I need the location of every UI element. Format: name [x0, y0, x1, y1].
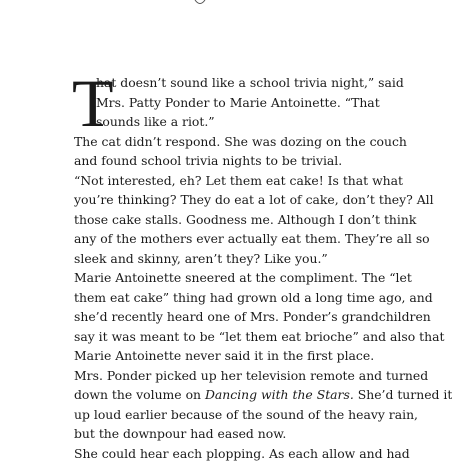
paragraph-1	[74, 73, 354, 132]
text-line: those cake stalls. Goodness me. Although I don’t think	[74, 210, 354, 230]
show-title: Dancing with the Stars.	[205, 387, 354, 402]
text-line: Marie Antoinette sneered at the compliment. The “let	[74, 268, 354, 288]
text-line: but the downpour had eased now.	[74, 424, 354, 444]
text-line: Marie Antoinette never said it in the first place.	[74, 346, 354, 366]
text-line: any of the mothers ever actually eat them. They’re all so	[74, 229, 354, 249]
text-fragment: down the volume on	[74, 387, 205, 402]
paragraph-3	[74, 171, 354, 269]
text-line-partial: She could hear each plopping. As each allow and had	[74, 444, 354, 463]
paragraph-2	[74, 132, 354, 171]
text-line: up loud earlier because of the sound of the heavy rain,	[74, 405, 354, 425]
text-line: she’d recently heard one of Mrs. Ponder’s grandchildren	[74, 307, 354, 327]
paragraph-6	[74, 444, 354, 463]
text-fragment: She’d turned it	[354, 387, 452, 402]
text-line: “Not interested, eh? Let them eat cake! Is that what	[74, 171, 354, 191]
paragraph-5	[74, 366, 354, 444]
text-line: Mrs. Ponder picked up her television remote and turned	[74, 366, 354, 386]
paragraph-4	[74, 268, 354, 366]
text-line: sounds like a riot.”	[96, 112, 215, 132]
text-line: say it was meant to be “let them eat brioche” and also that	[74, 327, 354, 347]
text-line: you’re thinking? They do eat a lot of cake, don’t they? All	[74, 190, 354, 210]
text-line: sleek and skinny, aren’t they? Like you.”	[74, 249, 354, 269]
page-ornament-icon	[194, 0, 206, 6]
drop-cap: T	[72, 75, 114, 131]
body-text	[74, 73, 354, 463]
text-line: hat doesn’t sound like a school trivia night,” said	[96, 73, 404, 93]
text-line: them eat cake” thing had grown old a long time ago, and	[74, 288, 354, 308]
text-line: and found school trivia nights to be trivial.	[74, 151, 354, 171]
text-line	[74, 385, 354, 405]
text-line: Mrs. Patty Ponder to Marie Antoinette. “That	[96, 93, 380, 113]
text-line: The cat didn’t respond. She was dozing on the couch	[74, 132, 354, 152]
